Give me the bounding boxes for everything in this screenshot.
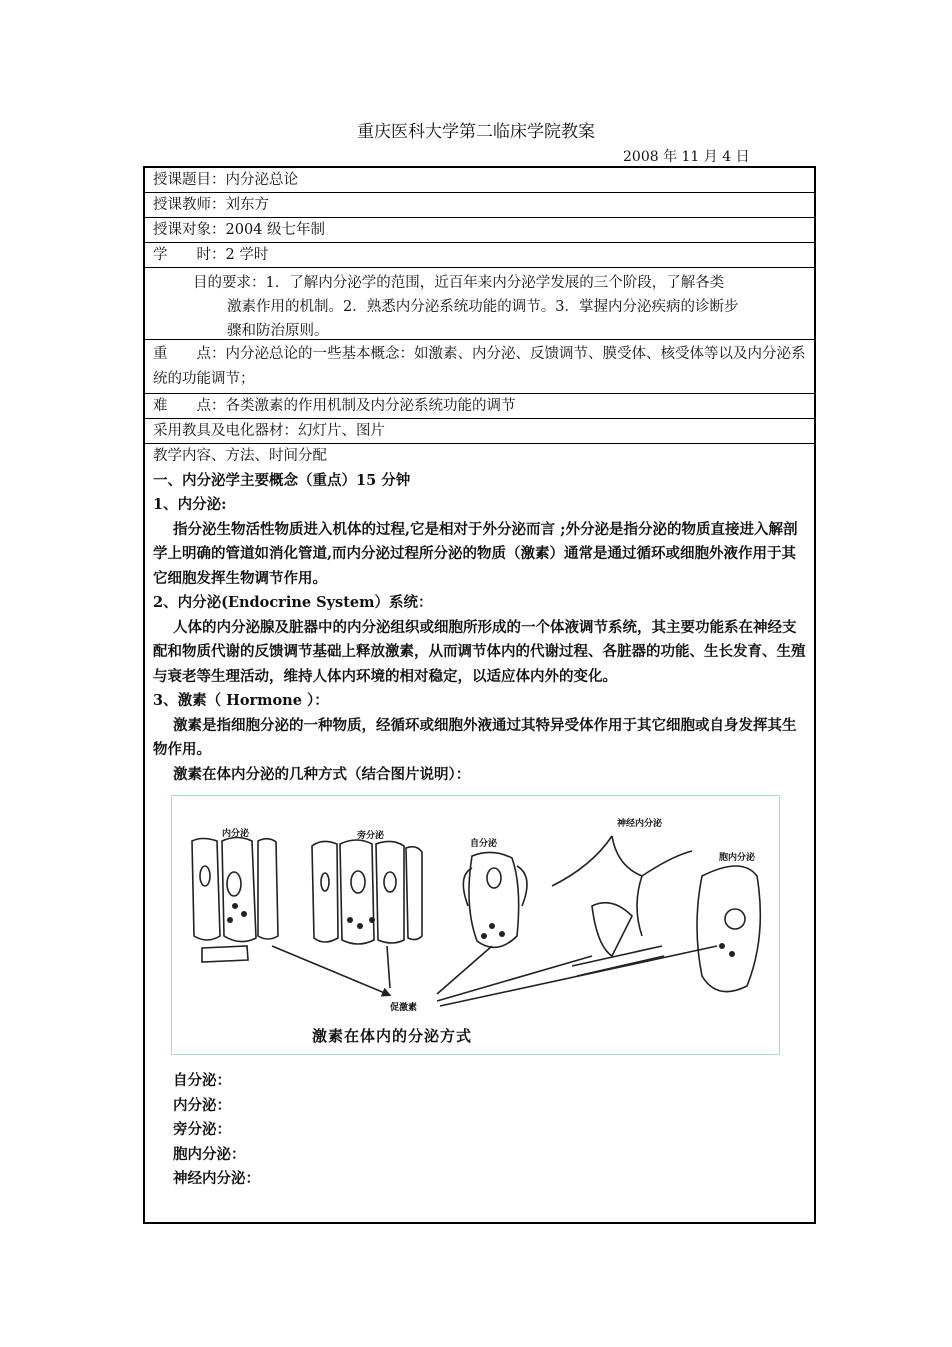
row-hours: 学 时：2 学时: [145, 243, 814, 268]
page-title: 重庆医科大学第二临床学院教案: [357, 122, 595, 142]
item-3-title: 3、激素（ Hormone ）：: [153, 692, 329, 709]
lesson-plan-table: [143, 166, 816, 1224]
teaching-content: [145, 444, 814, 1192]
lesson-date: 2008 年 11 月 4 日: [623, 149, 750, 165]
label-paracrine: 旁分泌: [357, 831, 385, 841]
row-teacher: 授课教师：刘东方: [145, 193, 814, 218]
term-paracrine: 旁分泌：: [173, 1121, 231, 1138]
goals-line-1: 目的要求：1．了解内分泌学的范围，近百年来内分泌学发展的三个阶段，了解各类: [193, 275, 725, 291]
figure-intro: 激素在体内分泌的几种方式（结合图片说明）：: [173, 765, 471, 783]
term-list: [153, 1069, 806, 1192]
item-1-title: 1、内分泌:: [153, 496, 227, 513]
content-heading: 教学内容、方法、时间分配: [153, 448, 327, 464]
section-1-heading: 一、内分泌学主要概念（重点）15 分钟: [153, 471, 411, 489]
item-1-body: 指分泌生物活性物质进入机体的过程,它是相对于外分泌而言 ;外分泌是指分泌的物质直接进入解剖学上明确的管道如消化管道,而内分泌过程所分泌的物质（激素）通常是通过循环或细胞外液作用于其它细胞发挥生物调节作用。: [153, 520, 798, 587]
term-intracrine: 胞内分泌：: [173, 1145, 246, 1163]
secretion-modes-figure: [171, 795, 780, 1055]
row-difficulty: 难 点：各类激素的作用机制及内分泌系统功能的调节: [145, 394, 814, 419]
goals-line-2: 激素作用的机制。2．熟悉内分泌系统功能的调节。3．掌握内分泌疾病的诊断步: [227, 299, 739, 315]
row-keypoints: 重 点：内分泌总论的一些基本概念：如激素、内分泌、反馈调节、膜受体、核受体等以及内分泌系统的功能调节；: [145, 340, 814, 394]
item-3-body: 激素是指细胞分泌的一种物质，经循环或细胞外液通过其特异受体作用于其它细胞或自身发挥其生物作用。: [153, 716, 797, 758]
label-neuroendocrine: 神经内分泌: [617, 819, 663, 829]
term-endocrine: 内分泌：: [173, 1096, 231, 1114]
figure-caption: 激素在体内的分泌方式: [312, 1027, 473, 1045]
row-audience: 授课对象：2004 级七年制: [145, 218, 814, 243]
label-intracrine: 胞内分泌: [719, 853, 756, 863]
item-2-title: 2、内分泌(Endocrine System）系统：: [153, 594, 433, 611]
goals-line-3: 骤和防治原则。: [227, 323, 329, 339]
term-autocrine: 自分泌：: [173, 1072, 231, 1089]
label-hormone: 促激素: [390, 1003, 418, 1013]
item-2-body: 人体的内分泌腺及脏器中的内分泌组织或细胞所形成的一个体液调节系统，其主要功能系在神经支配和物质代谢的反馈调节基础上释放激素，从而调节体内的代谢过程、各脏器的功能、生长发育、生殖与衰老等生理活动，维持人体内环境的相对稳定，以适应体内外的变化。: [153, 618, 806, 685]
row-equipment: 采用教具及电化器材：幻灯片、图片: [145, 419, 814, 444]
row-topic: 授课题目：内分泌总论: [145, 168, 814, 193]
row-goals: [145, 268, 814, 340]
label-autocrine: 自分泌: [470, 839, 498, 849]
label-endocrine: 内分泌: [222, 829, 250, 839]
term-neuroendocrine: 神经内分泌：: [173, 1170, 260, 1187]
